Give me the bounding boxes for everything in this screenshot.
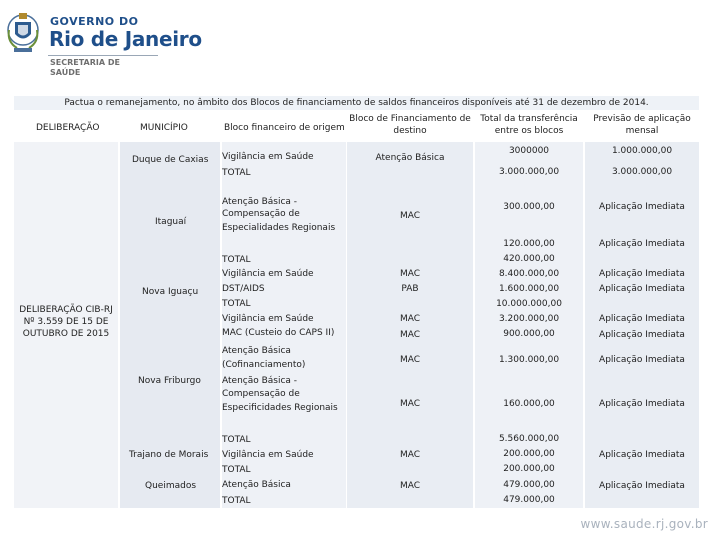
header-previsao-line1: Previsão de aplicação: [593, 114, 691, 124]
transfer-table: [14, 93, 699, 513]
destino-cell: MAC: [399, 269, 421, 279]
origem-line: Compensação de: [222, 389, 300, 399]
origem-line: Atenção Básica: [222, 480, 291, 490]
origem-line: Vigilância em Saúde: [222, 152, 314, 162]
destino-cell: MAC: [399, 399, 421, 409]
footer-url: www.saude.rj.gov.br: [580, 517, 708, 531]
previsao-cell: Aplicação Imediata: [599, 269, 685, 279]
total-cell: 160.000,00: [503, 399, 555, 409]
previsao-cell: Aplicação Imediata: [599, 202, 685, 212]
municipio-itaguai: Itaguaí: [155, 217, 187, 227]
origem-line: Vigilância em Saúde: [222, 269, 314, 279]
origem-line: MAC (Custeio do CAPS II): [222, 328, 335, 338]
origem-line: TOTAL: [222, 496, 251, 506]
origem-line: Compensação de: [222, 209, 300, 219]
destino-cell: MAC: [399, 450, 421, 460]
deliberacao-line3: OUTUBRO DE 2015: [22, 329, 110, 339]
origem-line: TOTAL: [222, 168, 251, 178]
municipio-duque-de-caxias: Duque de Caxias: [132, 155, 209, 165]
secretariat-line1: SECRETARIA DE: [50, 58, 120, 67]
total-cell: 900.000,00: [503, 329, 555, 339]
origem-line: Atenção Básica: [222, 346, 291, 356]
gov-title-line2: Rio de Janeiro: [49, 27, 202, 51]
municipio-trajano-de-morais: Trajano de Morais: [129, 450, 209, 460]
total-cell: 3.200.000,00: [498, 314, 560, 324]
origem-line: DST/AIDS: [222, 284, 265, 294]
header-municipio: MUNICÍPIO: [140, 123, 188, 133]
municipio-nova-friburgo: Nova Friburgo: [138, 376, 201, 386]
total-cell: 1.600.000,00: [498, 284, 560, 294]
origem-line: Vigilância em Saúde: [222, 314, 314, 324]
header-bloco-destino-line1: Bloco de Financiamento de: [349, 114, 471, 124]
destino-cell: PAB: [401, 284, 419, 294]
total-cell: 479.000,00: [503, 495, 555, 505]
total-cell: 120.000,00: [503, 239, 555, 249]
origem-line: Especialidades Regionais: [222, 223, 336, 233]
total-cell: 3000000: [508, 146, 550, 156]
total-cell: 479.000,00: [503, 480, 555, 490]
origem-line: Vigilância em Saúde: [222, 450, 314, 460]
total-cell: 3.000.000,00: [498, 167, 560, 177]
header-deliberacao: DELIBERAÇÃO: [36, 123, 100, 133]
origem-line: Atenção Básica -: [222, 197, 298, 207]
total-cell: 200.000,00: [503, 464, 555, 474]
deliberacao-line1: DELIBERAÇÃO CIB-RJ: [19, 305, 113, 315]
municipio-nova-iguacu: Nova Iguaçu: [142, 287, 199, 297]
header-bloco-origem: Bloco financeiro de origem: [224, 123, 345, 133]
total-cell: 5.560.000,00: [498, 434, 560, 444]
total-cell: 10.000.000,00: [496, 299, 562, 309]
previsao-cell: Aplicação Imediata: [599, 239, 685, 249]
previsao-cell: 3.000.000,00: [611, 167, 673, 177]
total-cell: 200.000,00: [503, 449, 555, 459]
destino-cell: MAC: [399, 330, 421, 340]
previsao-cell: Aplicação Imediata: [599, 399, 685, 409]
previsao-cell: Aplicação Imediata: [599, 450, 685, 460]
page-header: [0, 0, 720, 85]
destino-cell: MAC: [399, 211, 421, 221]
previsao-cell: Aplicação Imediata: [599, 481, 685, 491]
destino-cell: MAC: [399, 314, 421, 324]
previsao-cell: Aplicação Imediata: [599, 330, 685, 340]
previsao-cell: Aplicação Imediata: [599, 284, 685, 294]
origem-line: Especificidades Regionais: [222, 403, 338, 413]
origem-line: (Cofinanciamento): [222, 360, 306, 370]
deliberacao-line2: Nº 3.559 DE 15 DE: [23, 317, 109, 327]
header-total-line1: Total da transferência: [480, 114, 578, 124]
previsao-cell: 1.000.000,00: [611, 146, 673, 156]
origem-line: TOTAL: [222, 465, 251, 475]
origem-line: Atenção Básica -: [222, 376, 298, 386]
origem-line: TOTAL: [222, 299, 251, 309]
gov-title-line1: GOVERNO DO: [50, 15, 139, 28]
total-cell: 1.300.000,00: [498, 355, 560, 365]
destino-cell: Atenção Básica: [375, 153, 445, 163]
destino-cell: MAC: [399, 355, 421, 365]
origem-line: TOTAL: [222, 255, 251, 265]
origem-line: TOTAL: [222, 435, 251, 445]
destino-cell: MAC: [399, 481, 421, 491]
previsao-cell: Aplicação Imediata: [599, 355, 685, 365]
header-divider: [48, 55, 158, 56]
header-previsao-line2: mensal: [625, 126, 659, 136]
secretariat-line2: SAÚDE: [50, 68, 81, 77]
total-cell: 8.400.000,00: [498, 269, 560, 279]
header-bloco-destino-line2: destino: [393, 126, 427, 136]
total-cell: 420.000,00: [503, 254, 555, 264]
state-coat-of-arms-icon: [5, 10, 41, 54]
table-title: Pactua o remanejamento, no âmbito dos Blocos de financiamento de saldos financeiros disponíveis até 31 de dezembro de 2014.: [14, 96, 699, 110]
header-total-line2: entre os blocos: [494, 126, 564, 136]
total-cell: 300.000,00: [503, 202, 555, 212]
municipio-queimados: Queimados: [145, 481, 197, 491]
previsao-cell: Aplicação Imediata: [599, 314, 685, 324]
